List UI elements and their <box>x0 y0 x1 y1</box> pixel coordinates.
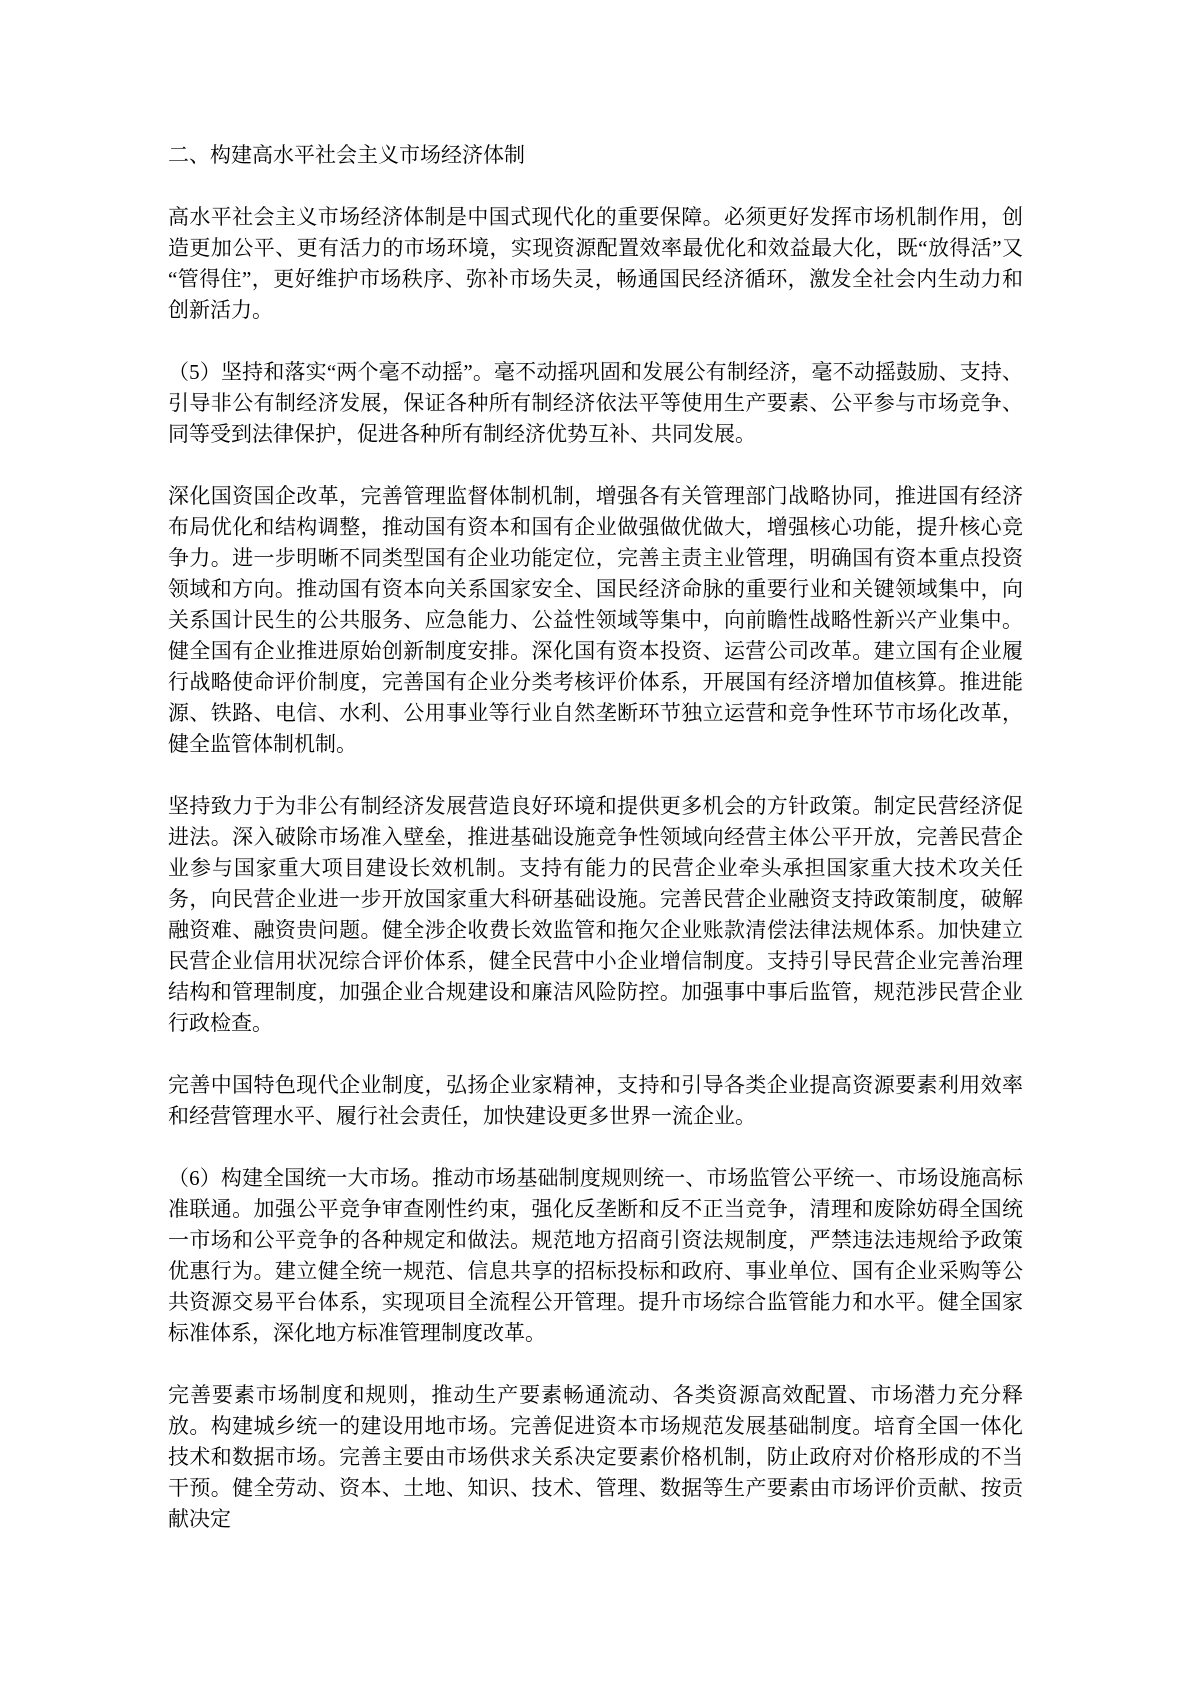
paragraph-modern-enterprise-system: 完善中国特色现代企业制度，弘扬企业家精神，支持和引导各类企业提高资源要素利用效率和经营管理水平、履行社会责任，加快建设更多世界一流企业。 <box>168 1073 1023 1128</box>
paragraph-item-5-two-unswervings: （5）坚持和落实“两个毫不动摇”。毫不动摇巩固和发展公有制经济，毫不动摇鼓励、支持、引导非公有制经济发展，保证各种所有制经济依法平等使用生产要素、公平参与市场竞争、同等受到法律保护，促进各种所有制经济优势互补、共同发展。 <box>168 360 1023 446</box>
paragraph-overview: 高水平社会主义市场经济体制是中国式现代化的重要保障。必须更好发挥市场机制作用，创造更加公平、更有活力的市场环境，实现资源配置效率最优化和效益最大化，既“放得活”又“管得住”，更好维护市场秩序、弥补市场失灵，畅通国民经济循环，激发全社会内生动力和创新活力。 <box>168 205 1023 322</box>
paragraph-factor-market-rules: 完善要素市场制度和规则，推动生产要素畅通流动、各类资源高效配置、市场潜力充分释放。构建城乡统一的建设用地市场。完善促进资本市场规范发展基础制度。培育全国一体化技术和数据市场。完善主要由市场供求关系决定要素价格机制，防止政府对价格形成的不当干预。健全劳动、资本、土地、知识、技术、管理、数据等生产要素由市场评价贡献、按贡献决定 <box>168 1383 1023 1531</box>
paragraph-soe-reform: 深化国资国企改革，完善管理监督体制机制，增强各有关管理部门战略协同，推进国有经济布局优化和结构调整，推动国有资本和国有企业做强做优做大，增强核心功能，提升核心竞争力。进一步明晰不同类型国有企业功能定位，完善主责主业管理，明确国有资本重点投资领域和方向。推动国有资本向关系国家安全、国民经济命脉的重要行业和关键领域集中，向关系国计民生的公共服务、应急能力、公益性领域等集中，向前瞻性战略性新兴产业集中。健全国有企业推进原始创新制度安排。深化国有资本投资、运营公司改革。建立国有企业履行战略使命评价制度，完善国有企业分类考核评价体系，开展国有经济增加值核算。推进能源、铁路、电信、水利、公用事业等行业自然垄断环节独立运营和竞争性环节市场化改革，健全监管体制机制。 <box>168 484 1023 756</box>
paragraph-item-6-unified-national-market: （6）构建全国统一大市场。推动市场基础制度规则统一、市场监管公平统一、市场设施高标准联通。加强公平竞争审查刚性约束，强化反垄断和反不正当竞争，清理和废除妨碍全国统一市场和公平竞争的各种规定和做法。规范地方招商引资法规制度，严禁违法违规给予政策优惠行为。建立健全统一规范、信息共享的招标投标和政府、事业单位、国有企业采购等公共资源交易平台体系，实现项目全流程公开管理。提升市场综合监管能力和水平。健全国家标准体系，深化地方标准管理制度改革。 <box>168 1166 1023 1345</box>
section-heading: 二、构建高水平社会主义市场经济体制 <box>168 143 525 167</box>
paragraph-private-economy: 坚持致力于为非公有制经济发展营造良好环境和提供更多机会的方针政策。制定民营经济促进法。深入破除市场准入壁垒，推进基础设施竞争性领域向经营主体公平开放，完善民营企业参与国家重大项目建设长效机制。支持有能力的民营企业牵头承担国家重大技术攻关任务，向民营企业进一步开放国家重大科研基础设施。完善民营企业融资支持政策制度，破解融资难、融资贵问题。健全涉企收费长效监管和拖欠企业账款清偿法律法规体系。加快建立民营企业信用状况综合评价体系，健全民营中小企业增信制度。支持引导民营企业完善治理结构和管理制度，加强企业合规建设和廉洁风险防控。加强事中事后监管，规范涉民营企业行政检查。 <box>168 794 1023 1035</box>
